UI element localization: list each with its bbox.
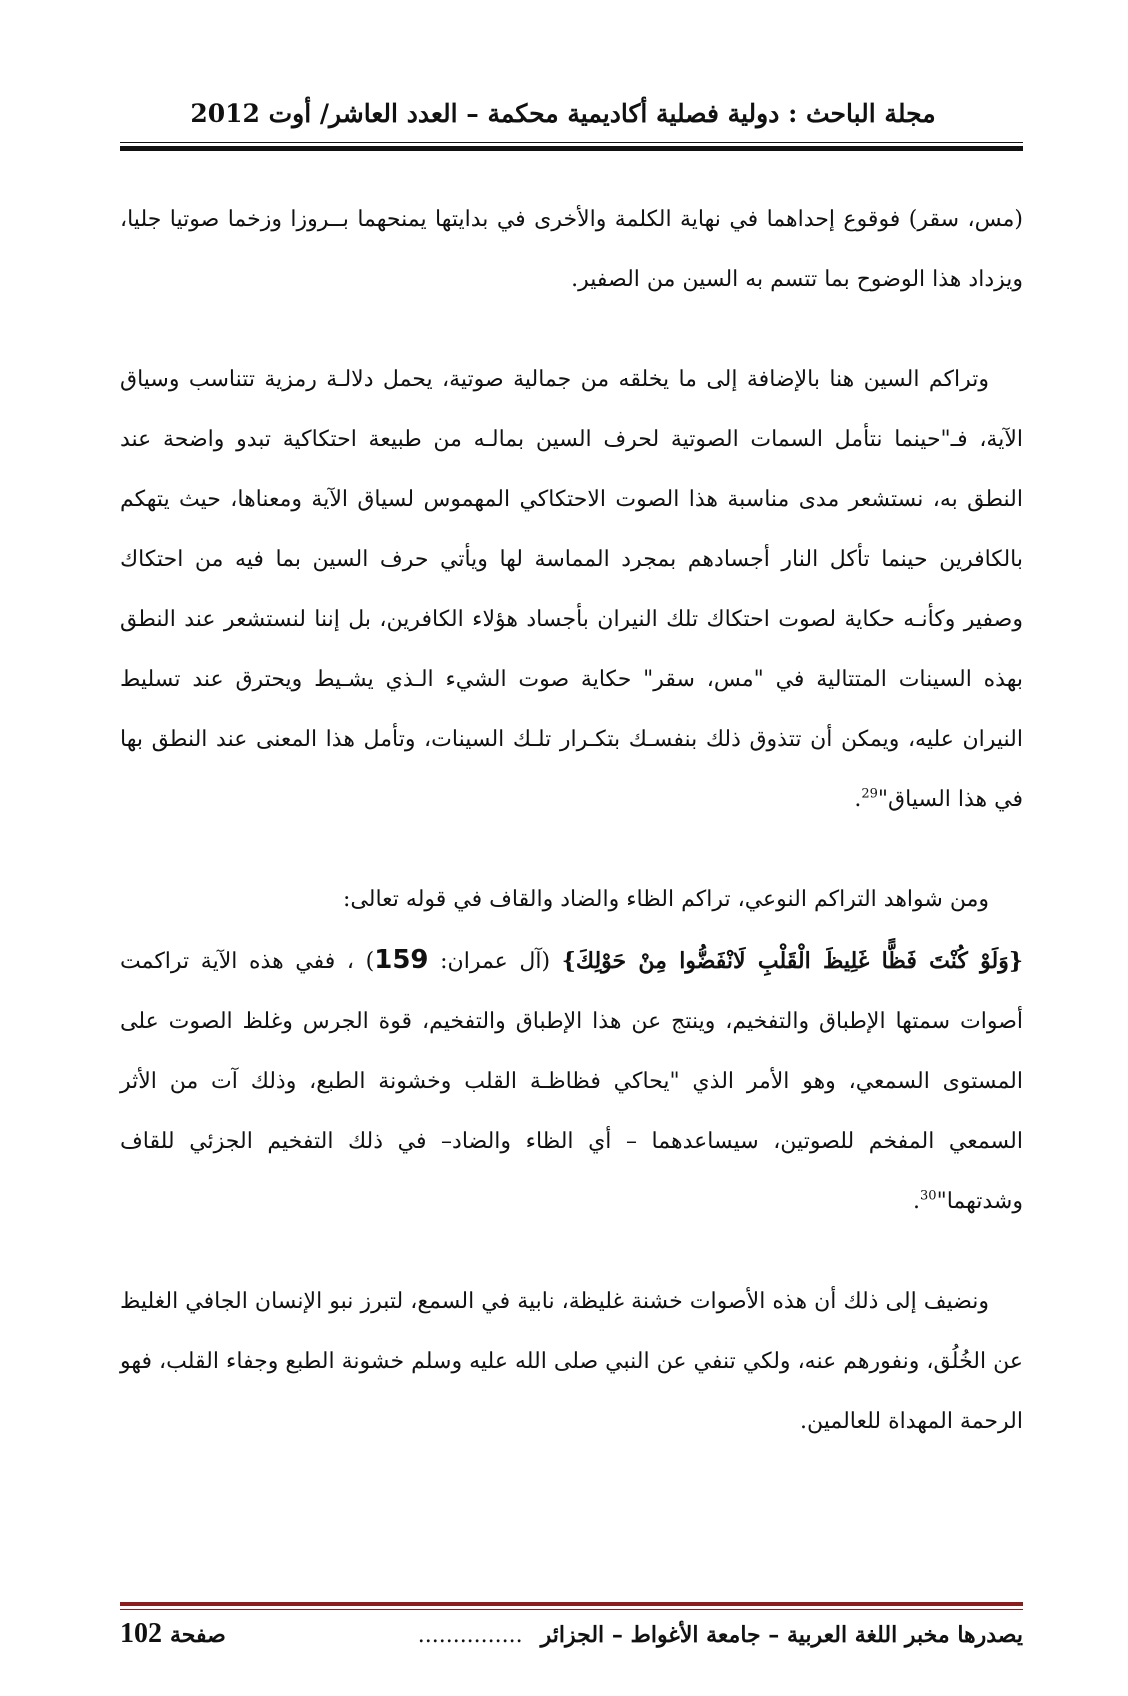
verse-reference: (آل عمران: 159): [365, 945, 551, 975]
page-number: [120, 1618, 226, 1650]
paragraph-2-text: وتراكم السين هنا بالإضافة إلى ما يخلقه من جمالية صوتية، يحمل دلالـة رمزية تتناسب وسياق الآية، فـ"حينما نتأمل السمات الصوتية لحرف السين بمالـه من طبيعة احتكاكية تبدو واضحة عند النطق به، نستشعر مدى مناسبة هذا الصوت الاحتكاكي المهموس لسياق الآية ومعناها، حيث يتهكم بالكافرين حينما تأكل النار أجسادهم بمجرد المماسة لها ويأتي حرف السين بما فيه من احتكاك وصفير وكأنـه حكاية لصوت احتكاك تلك النيران بأجساد هؤلاء الكافرين، بل إننا لنستشعر عند النطق بهذه السينات المتتالية في "مس، سقر" حكاية صوت الشيء الـذي يشـيط ويحترق عند تسليط النيران عليه، ويمكن أن تتذوق ذلك بنفسـك بتكـرار تلـك السينات، وتأمل هذا المعنى عند النطق بها في هذا السياق": [120, 367, 1023, 812]
header-rule-thick: [120, 146, 1023, 151]
paragraph-4: ونضيف إلى ذلك أن هذه الأصوات خشنة غليظة، نابية في السمع، لتبرز نبو الإنسان الجافي الغليظ عن الخُلُق، ونفورهم عنه، ولكي تنفي عن النبي صلى الله عليه وسلم خشونة الطبع وجفاء القلب، فهو الرحمة المهداة للعالمين.: [120, 1289, 1023, 1434]
footer-publisher: يصدرها مخبر اللغة العربية – جامعة الأغواط – الجزائر...............: [417, 1622, 1023, 1648]
paragraph-1: (مس، سقر) فوقوع إحداهما في نهاية الكلمة والأخرى في بدايتها يمنحهما بــروزا وزخما صوتيا جليا، ويزداد هذا الوضوح بما تتسم به السين من الصفير.: [120, 207, 1023, 292]
paragraph-3-text: ، ففي هذه الآية تراكمت أصوات سمتها الإطباق والتفخيم، وينتج عن هذا الإطباق والتفخيم، قوة الجرس وغلظ الصوت على المستوى السمعي، وهو الأمر الذي "يحاكي فظاظـة القلب وخشونة الطبع، وذلك آت من الأثر السمعي المفخم للصوتين، سيساعدهما – أي الظاء والضاد– في ذلك التفخيم الجزئي للقاف وشدتهما": [120, 949, 1023, 1214]
page-number-value: 102: [120, 1618, 162, 1649]
header-rule-thin: [120, 142, 1023, 143]
paragraph-2-end: .: [854, 787, 862, 812]
verse-number: 159: [374, 945, 429, 975]
footnote-ref-30[interactable]: 30: [920, 1188, 937, 1204]
paragraph-2: [120, 350, 1023, 830]
page-footer: [120, 1618, 1023, 1650]
footer-rule-thin: [120, 1609, 1023, 1610]
article-body: [120, 190, 1023, 1452]
paragraph-3: [120, 930, 1023, 1232]
paragraph-3-end: .: [913, 1189, 921, 1214]
footnote-ref-29[interactable]: 29: [861, 786, 878, 802]
journal-header: مجلة الباحث : دولية فصلية أكاديمية محكمة – العدد العاشر/ أوت 2012: [190, 99, 936, 128]
quran-verse: {وَلَوْ كُنْتَ فَظًّا غَلِيظَ الْقَلْبِ لَانْفَضُّوا مِنْ حَوْلِكَ}: [561, 948, 1023, 974]
footer-rule-thick: [120, 1602, 1023, 1606]
page-label: صفحة: [170, 1622, 226, 1648]
footer-dots: ...............: [417, 1623, 523, 1648]
paragraph-3-intro: ومن شواهد التراكم النوعي، تراكم الظاء والضاد والقاف في قوله تعالى:: [343, 887, 989, 912]
